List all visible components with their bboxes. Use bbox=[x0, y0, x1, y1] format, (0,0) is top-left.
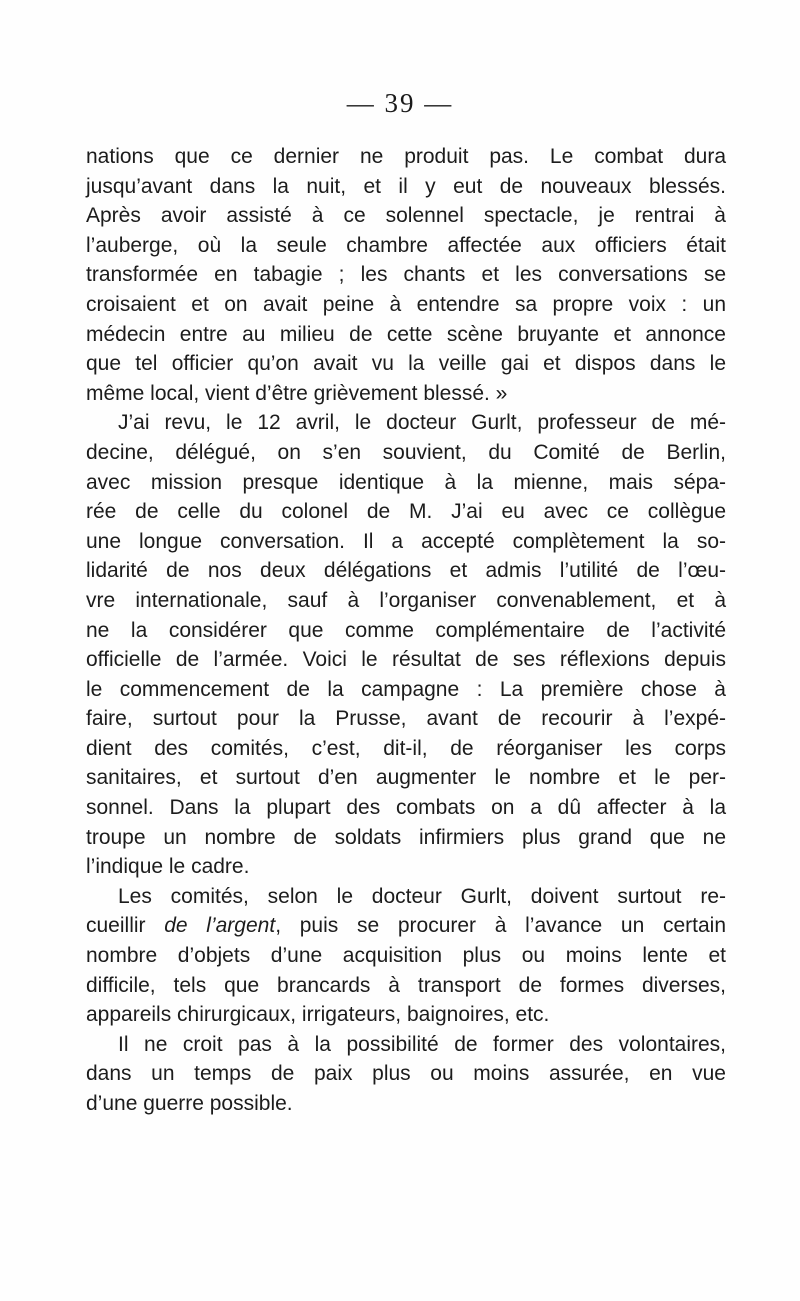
text-line bbox=[86, 704, 726, 734]
text-line bbox=[86, 882, 726, 912]
text-line bbox=[86, 1059, 726, 1089]
text-line bbox=[86, 231, 726, 261]
line-text: officielle de l’armée. Voici le résultat de ses réflexions depuis bbox=[86, 648, 726, 672]
body-text bbox=[86, 142, 726, 1119]
text-line bbox=[86, 675, 726, 705]
text-line bbox=[86, 763, 726, 793]
line-text: Il ne croit pas à la possibilité de former des volontaires, bbox=[118, 1032, 726, 1056]
text-line bbox=[86, 172, 726, 202]
text-line bbox=[86, 290, 726, 320]
line-text: croisaient et on avait peine à entendre sa propre voix : un bbox=[86, 292, 726, 316]
text-line bbox=[86, 586, 726, 616]
line-text: vre internationale, sauf à l’organiser convenablement, et à bbox=[86, 588, 726, 612]
text-line bbox=[86, 468, 726, 498]
text-line bbox=[86, 941, 726, 971]
line-text: J’ai revu, le 12 avril, le docteur Gurlt, professeur de mé- bbox=[118, 411, 726, 435]
text-line bbox=[86, 852, 726, 882]
text-line bbox=[86, 911, 726, 941]
text-line bbox=[86, 408, 726, 438]
text-line bbox=[86, 349, 726, 379]
text-line bbox=[86, 142, 726, 172]
text-line bbox=[86, 971, 726, 1001]
text-line bbox=[86, 201, 726, 231]
line-text: nombre d’objets d’une acquisition plus ou moins lente et bbox=[86, 944, 726, 968]
text-line bbox=[86, 320, 726, 350]
text-line bbox=[86, 260, 726, 290]
line-text: dient des comités, c’est, dit-il, de réorganiser les corps bbox=[86, 736, 726, 760]
line-text: Les comités, selon le docteur Gurlt, doivent surtout re- bbox=[118, 884, 726, 908]
line-text: jusqu’avant dans la nuit, et il y eut de nouveaux blessés. bbox=[86, 174, 726, 198]
text-line bbox=[86, 645, 726, 675]
line-text: appareils chirurgicaux, irrigateurs, baignoires, etc. bbox=[86, 1003, 550, 1027]
line-text: troupe un nombre de soldats infirmiers plus grand que ne bbox=[86, 825, 726, 849]
line-text: le commencement de la campagne : La première chose à bbox=[86, 677, 726, 701]
line-text: cueillir bbox=[86, 914, 165, 938]
line-text: decine, délégué, on s’en souvient, du Comité de Berlin, bbox=[86, 440, 726, 464]
line-text: que tel officier qu’on avait vu la veille gai et dispos dans le bbox=[86, 352, 726, 376]
text-line bbox=[86, 823, 726, 853]
line-text: ne la considérer que comme complémentaire de l’activité bbox=[86, 618, 726, 642]
text-line bbox=[86, 1089, 726, 1119]
line-text: une longue conversation. Il a accepté complètement la so- bbox=[86, 529, 726, 553]
line-text: avec mission presque identique à la mienne, mais sépa- bbox=[86, 470, 726, 494]
line-text: transformée en tabagie ; les chants et les conversations se bbox=[86, 263, 726, 287]
line-text: médecin entre au milieu de cette scène bruyante et annonce bbox=[86, 322, 726, 346]
line-text: Après avoir assisté à ce solennel spectacle, je rentrai à bbox=[86, 204, 726, 228]
line-text: sanitaires, et surtout d’en augmenter le nombre et le per- bbox=[86, 766, 726, 790]
italic-text: de l’argent bbox=[164, 914, 276, 938]
text-line bbox=[86, 438, 726, 468]
text-line bbox=[86, 527, 726, 557]
line-text: difficile, tels que brancards à transport de formes diverses, bbox=[86, 973, 726, 997]
line-text: l’indique le cadre. bbox=[86, 855, 250, 879]
line-text: même local, vient d’être grièvement blessé. » bbox=[86, 381, 508, 405]
text-line bbox=[86, 734, 726, 764]
line-text: nations que ce dernier ne produit pas. Le combat dura bbox=[86, 145, 726, 168]
text-line bbox=[86, 1030, 726, 1060]
line-text: d’une guerre possible. bbox=[86, 1092, 293, 1115]
line-text: rée de celle du colonel de M. J’ai eu avec ce collègue bbox=[86, 500, 726, 524]
line-text: lidarité de nos deux délégations et admis l’utilité de l’œu- bbox=[86, 559, 726, 583]
text-line bbox=[86, 616, 726, 646]
line-text: sonnel. Dans la plupart des combats on a dû affecter à la bbox=[86, 796, 726, 820]
line-text: l’auberge, où la seule chambre affectée aux officiers était bbox=[86, 233, 726, 257]
text-line bbox=[86, 379, 726, 409]
page-number: — 39 — bbox=[346, 88, 454, 118]
line-text: , puis se procurer à l’avance un certain bbox=[275, 914, 726, 938]
line-text: faire, surtout pour la Prusse, avant de recourir à l’expé- bbox=[86, 707, 726, 731]
line-text: dans un temps de paix plus ou moins assurée, en vue bbox=[86, 1062, 726, 1086]
text-line bbox=[86, 556, 726, 586]
text-line bbox=[86, 793, 726, 823]
text-line bbox=[86, 497, 726, 527]
text-line bbox=[86, 1000, 726, 1030]
